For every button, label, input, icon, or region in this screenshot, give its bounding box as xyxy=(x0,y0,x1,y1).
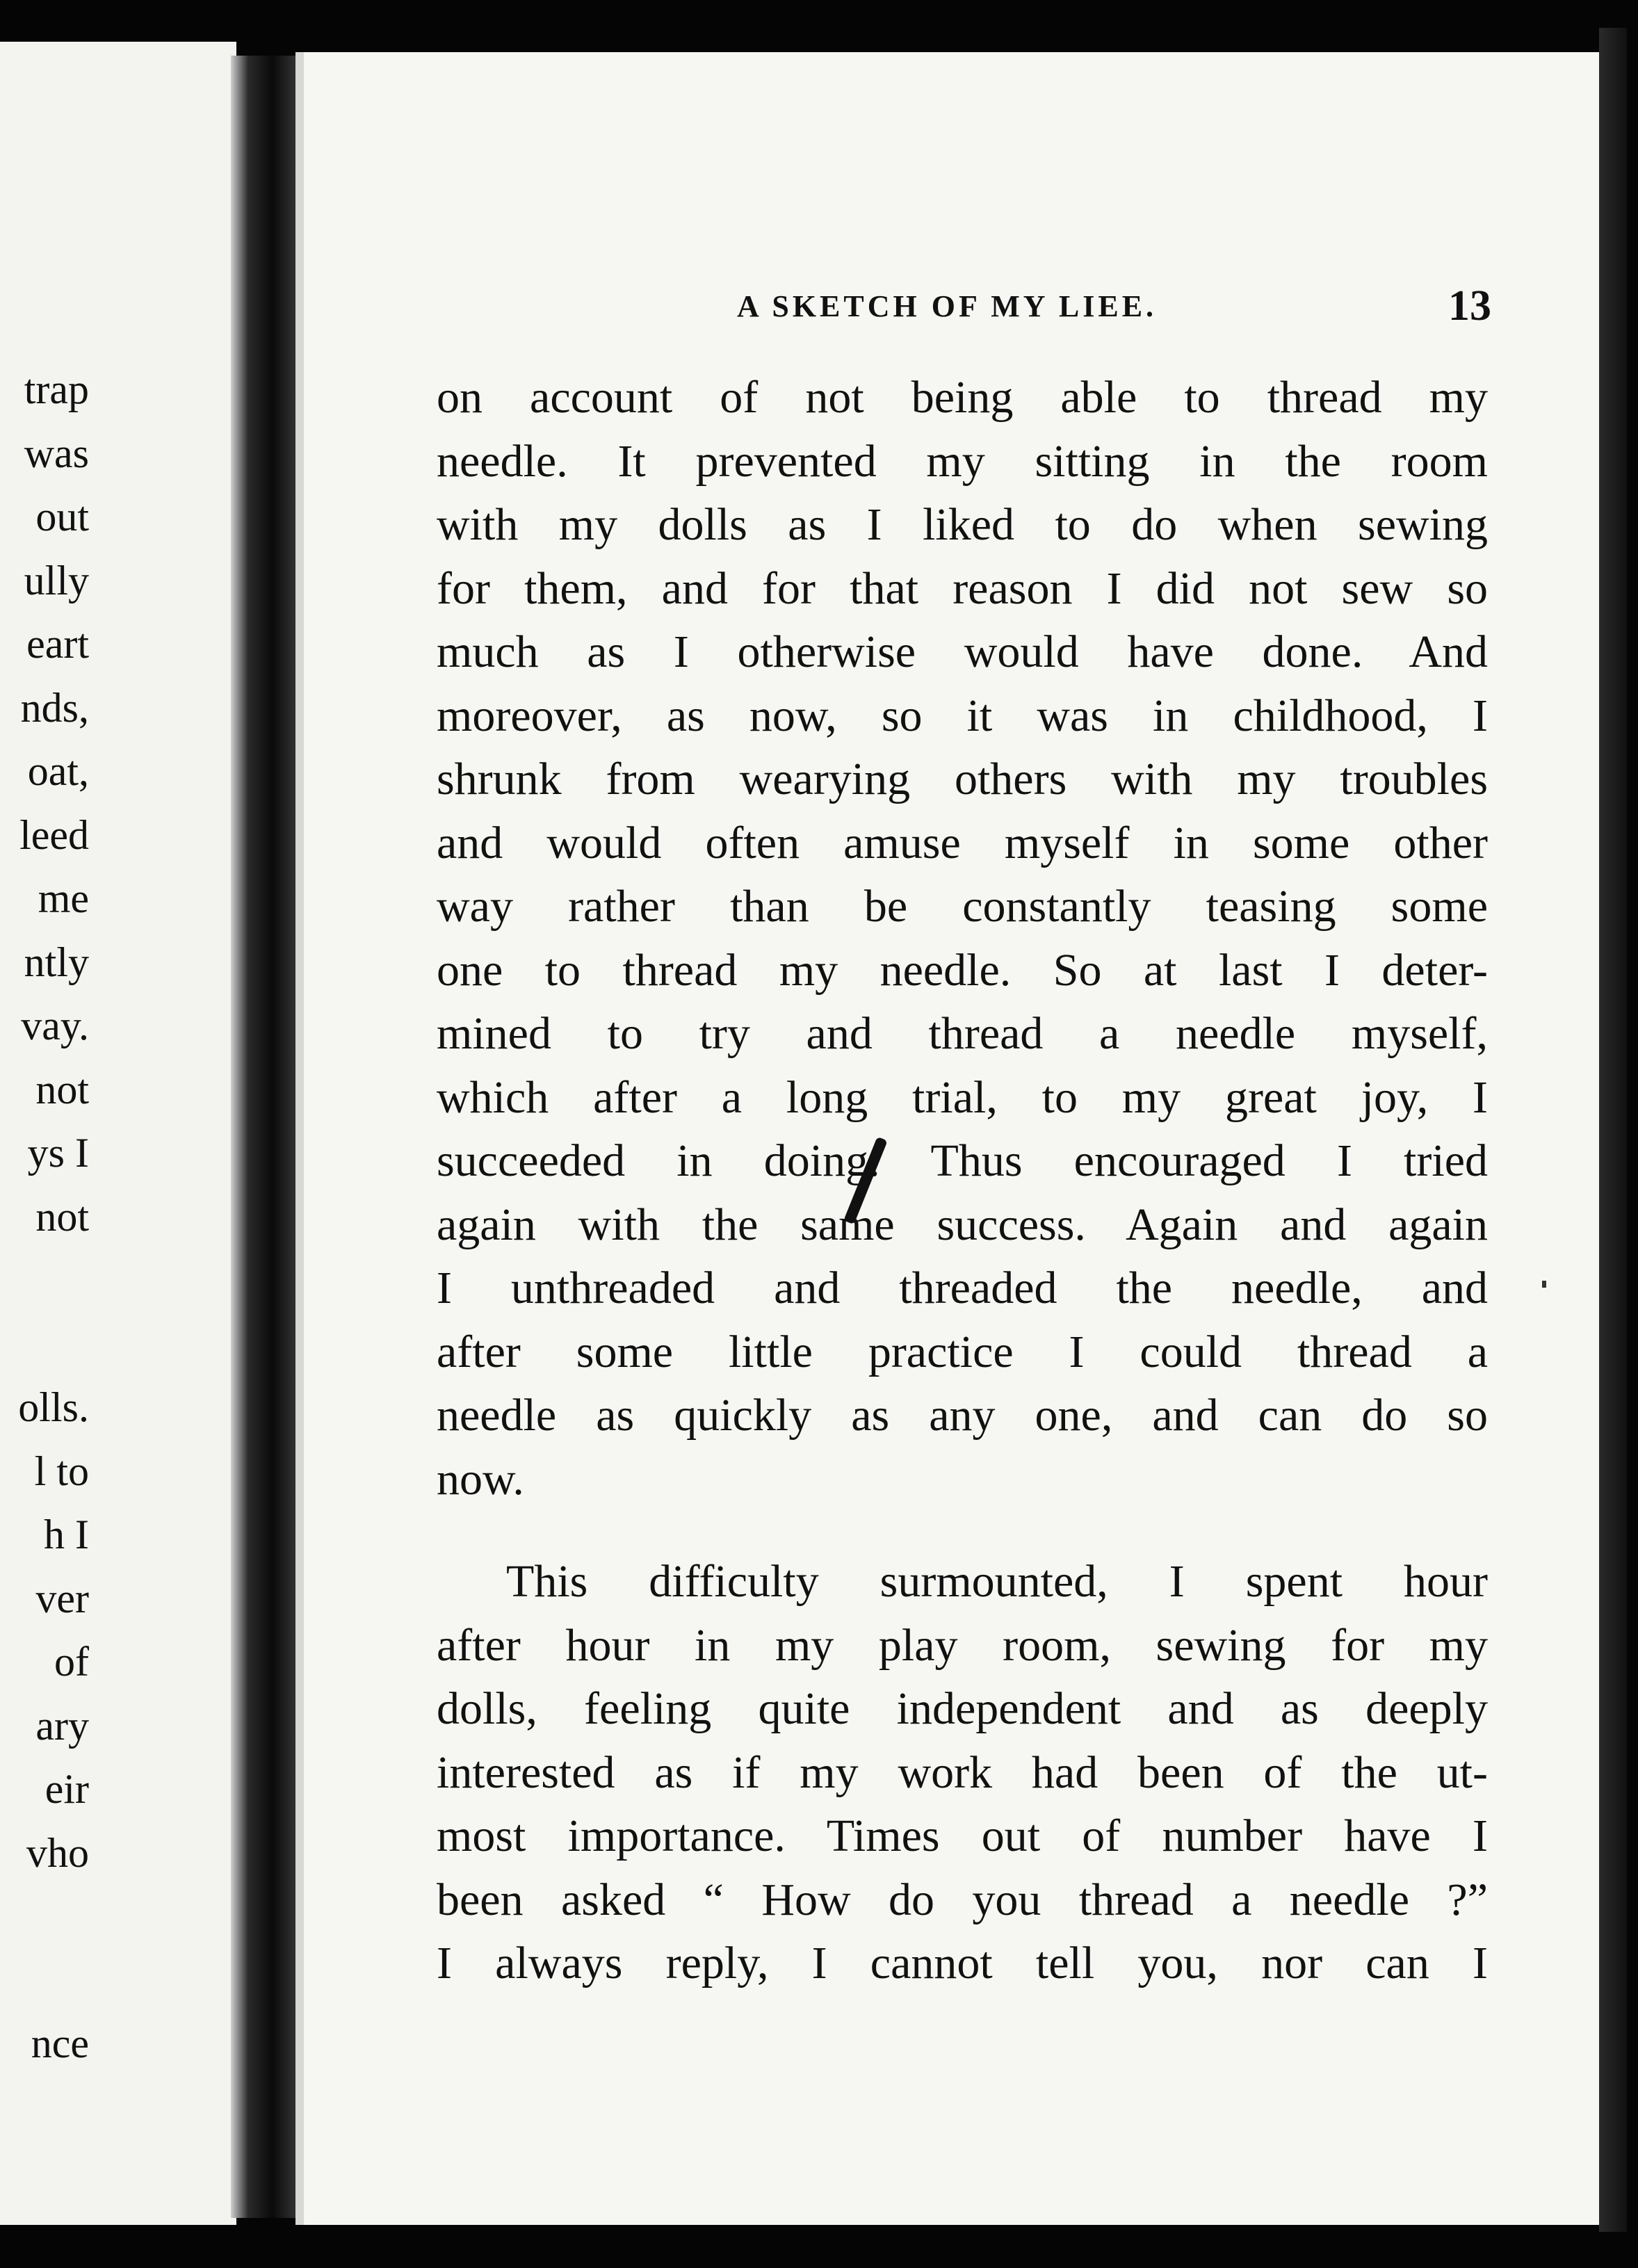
text-line: succeeded in doing. Thus encouraged I tried xyxy=(437,1135,1488,1186)
running-head xyxy=(435,282,1491,337)
text-line: needle as quickly as any one, and can do so xyxy=(437,1390,1488,1441)
left-line: me xyxy=(38,875,89,921)
text-line: much as I otherwise would have done. And xyxy=(437,626,1488,677)
left-line: ver xyxy=(35,1575,89,1621)
previous-page-text xyxy=(0,358,89,2076)
book-gutter xyxy=(231,56,300,2218)
previous-page-fragment xyxy=(0,42,236,2225)
text-line: needle. It prevented my sitting in the room xyxy=(437,435,1488,487)
text-line: most importance. Times out of number have I xyxy=(437,1811,1488,1861)
text-line: again with the same success. Again and again xyxy=(437,1199,1488,1250)
left-line: of xyxy=(54,1639,89,1685)
left-line: not xyxy=(35,1193,89,1240)
left-line: eart xyxy=(26,621,89,667)
text-line: on account of not being able to thread my xyxy=(437,372,1488,423)
left-line: h I xyxy=(44,1512,89,1557)
left-line: out xyxy=(35,494,89,540)
text-line: moreover, as now, so it was in childhood, I xyxy=(437,690,1488,741)
text-line: interested as if my work had been of the ut- xyxy=(437,1747,1488,1798)
left-line: leed xyxy=(19,811,89,858)
running-title: A SKETCH OF MY LIEE. xyxy=(737,289,1158,323)
text-line: one to thread my needle. So at last I deter- xyxy=(437,944,1488,996)
ink-speck xyxy=(1542,1281,1546,1288)
left-line: vho xyxy=(26,1829,89,1876)
text-line: now. xyxy=(437,1453,524,1505)
text-line: I unthreaded and threaded the needle, and xyxy=(437,1263,1488,1313)
paragraph-gap xyxy=(437,1511,1488,1550)
text-line: with my dolls as I liked to do when sewing xyxy=(437,499,1488,550)
paragraph xyxy=(437,366,1488,1511)
page-edge xyxy=(1599,28,1627,2232)
left-line: olls. xyxy=(18,1384,89,1430)
left-line: nce xyxy=(31,2020,89,2066)
left-line: vay. xyxy=(21,1003,89,1048)
left-line: ully xyxy=(24,557,89,604)
text-line: after some little practice I could thread a xyxy=(437,1326,1488,1377)
left-line: ary xyxy=(35,1702,89,1749)
left-line: was xyxy=(24,430,89,476)
text-line: which after a long trial, to my great joy, I xyxy=(437,1071,1488,1123)
text-line: way rather than be constantly teasing some xyxy=(437,881,1488,932)
body-text xyxy=(437,366,1488,1995)
left-line: not xyxy=(35,1066,89,1112)
paragraph-gap xyxy=(0,1249,89,1376)
left-line: ys I xyxy=(27,1130,89,1176)
left-line: ntly xyxy=(24,939,89,985)
text-line: This difficulty surmounted, I spent hour xyxy=(506,1556,1488,1607)
text-line: been asked “ How do you thread a needle ?” xyxy=(437,1874,1488,1925)
text-line: mined to try and thread a needle myself, xyxy=(437,1008,1488,1059)
text-line: after hour in my play room, sewing for my xyxy=(437,1619,1488,1671)
left-line: nds, xyxy=(20,684,89,731)
text-line: and would often amuse myself in some other xyxy=(437,817,1488,868)
text-line: I always reply, I cannot tell you, nor can I xyxy=(437,1938,1488,1988)
text-line: shrunk from wearying others with my troubles xyxy=(437,754,1488,804)
page-number: 13 xyxy=(1448,282,1491,330)
left-line: trap xyxy=(24,366,89,412)
paragraph-gap xyxy=(0,1885,89,2012)
text-line: for them, and for that reason I did not sew so xyxy=(437,562,1488,614)
paragraph xyxy=(437,1550,1488,1995)
left-line: oat, xyxy=(27,748,89,794)
left-line: l to xyxy=(34,1448,89,1494)
text-line: dolls, feeling quite independent and as deeply xyxy=(437,1683,1488,1734)
left-line: eir xyxy=(44,1766,89,1812)
